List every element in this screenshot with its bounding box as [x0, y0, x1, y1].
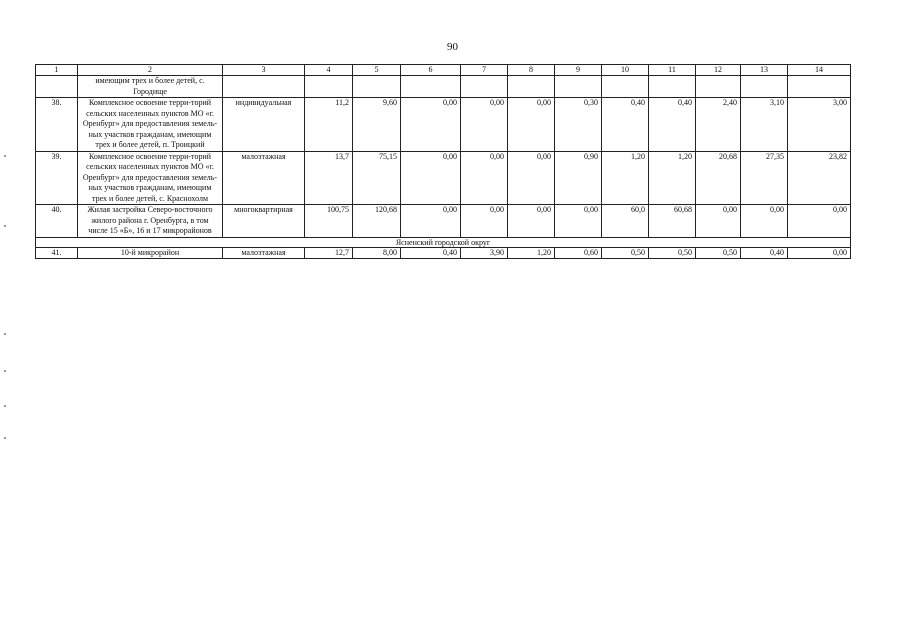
row-name: Комплексное освоение терри-торий сельских населенных пунктов МО «г. Оренбург» для предоставления земель-ных участков гражданам, имеющим трех и более детей, с. Краснохолм	[78, 151, 223, 205]
row-value: 3,90	[461, 247, 508, 259]
table-row	[36, 76, 851, 98]
row-name: Жилая застройка Северо-восточного жилого района г. Оренбурга, в том числе 15 «Б», 16 и 17 микрорайонов	[78, 205, 223, 238]
margin-mark	[4, 405, 6, 407]
row-value	[741, 76, 788, 98]
row-value: 0,40	[649, 98, 696, 152]
row-value: 0,40	[401, 247, 461, 259]
row-name: 10-й микрорайон	[78, 247, 223, 259]
row-value	[401, 76, 461, 98]
row-value: 11,2	[305, 98, 353, 152]
row-value: 0,00	[696, 205, 741, 238]
row-value	[696, 76, 741, 98]
row-value: 2,40	[696, 98, 741, 152]
column-number: 6	[401, 65, 461, 76]
data-table	[35, 64, 851, 259]
row-value: 0,40	[741, 247, 788, 259]
row-index: 38.	[36, 98, 78, 152]
row-value: 60,68	[649, 205, 696, 238]
row-value: 0,00	[401, 98, 461, 152]
row-value: 0,00	[461, 151, 508, 205]
row-value: 0,00	[508, 151, 555, 205]
margin-mark	[4, 437, 6, 439]
row-index: 39.	[36, 151, 78, 205]
row-value: 1,20	[649, 151, 696, 205]
row-value	[788, 76, 851, 98]
margin-mark	[4, 370, 6, 372]
column-number: 9	[555, 65, 602, 76]
header-row	[36, 65, 851, 76]
row-value: 27,35	[741, 151, 788, 205]
row-index	[36, 76, 78, 98]
column-number: 7	[461, 65, 508, 76]
row-value: 100,75	[305, 205, 353, 238]
row-type: многоквартирная	[223, 205, 305, 238]
row-value: 8,00	[353, 247, 401, 259]
row-index: 41.	[36, 247, 78, 259]
row-value: 9,60	[353, 98, 401, 152]
row-value	[223, 76, 305, 98]
table-row	[36, 98, 851, 152]
row-value: 0,40	[602, 98, 649, 152]
row-value	[353, 76, 401, 98]
row-value: 0,30	[555, 98, 602, 152]
row-value: 0,00	[508, 205, 555, 238]
row-value	[305, 76, 353, 98]
margin-mark	[4, 225, 6, 227]
row-value: 0,00	[508, 98, 555, 152]
row-value: 0,60	[555, 247, 602, 259]
section-title: Ясненский городской округ	[36, 237, 851, 247]
row-value: 0,00	[401, 205, 461, 238]
column-number: 4	[305, 65, 353, 76]
column-number: 5	[353, 65, 401, 76]
row-value: 75,15	[353, 151, 401, 205]
column-number: 14	[788, 65, 851, 76]
row-name: Комплексное освоение терри-торий сельских населенных пунктов МО «г. Оренбург» для предоставления земель-ных участков гражданам, имеющим трех и более детей, п. Троицкий	[78, 98, 223, 152]
column-number: 3	[223, 65, 305, 76]
table-row	[36, 205, 851, 238]
row-value: 0,50	[696, 247, 741, 259]
row-value: 0,00	[461, 205, 508, 238]
column-number: 2	[78, 65, 223, 76]
row-index: 40.	[36, 205, 78, 238]
table-row	[36, 247, 851, 259]
row-value: 0,50	[649, 247, 696, 259]
row-value: 13,7	[305, 151, 353, 205]
row-value: 0,90	[555, 151, 602, 205]
row-value: 0,00	[461, 98, 508, 152]
row-type: малоэтажная	[223, 151, 305, 205]
margin-mark	[4, 333, 6, 335]
row-value: 0,00	[741, 205, 788, 238]
row-type: индивидуальная	[223, 98, 305, 152]
row-value: 1,20	[602, 151, 649, 205]
column-number: 12	[696, 65, 741, 76]
row-type: малоэтажная	[223, 247, 305, 259]
row-value: 0,50	[602, 247, 649, 259]
row-value: 0,00	[555, 205, 602, 238]
row-value	[602, 76, 649, 98]
row-value: 3,10	[741, 98, 788, 152]
row-value: 0,00	[788, 205, 851, 238]
column-number: 13	[741, 65, 788, 76]
row-value: 60,0	[602, 205, 649, 238]
margin-mark	[4, 155, 6, 157]
row-value	[555, 76, 602, 98]
row-value: 120,68	[353, 205, 401, 238]
row-value: 23,82	[788, 151, 851, 205]
row-value: 12,7	[305, 247, 353, 259]
row-value: 3,00	[788, 98, 851, 152]
row-value: 0,00	[788, 247, 851, 259]
row-name: имеющим трех и более детей, с. Городище	[78, 76, 223, 98]
row-value	[508, 76, 555, 98]
page-number: 90	[447, 41, 458, 53]
column-number: 11	[649, 65, 696, 76]
table-row	[36, 151, 851, 205]
row-value	[461, 76, 508, 98]
row-value	[649, 76, 696, 98]
row-value: 20,68	[696, 151, 741, 205]
column-number: 10	[602, 65, 649, 76]
section-row	[36, 237, 851, 247]
row-value: 1,20	[508, 247, 555, 259]
column-number: 1	[36, 65, 78, 76]
row-value: 0,00	[401, 151, 461, 205]
column-number: 8	[508, 65, 555, 76]
